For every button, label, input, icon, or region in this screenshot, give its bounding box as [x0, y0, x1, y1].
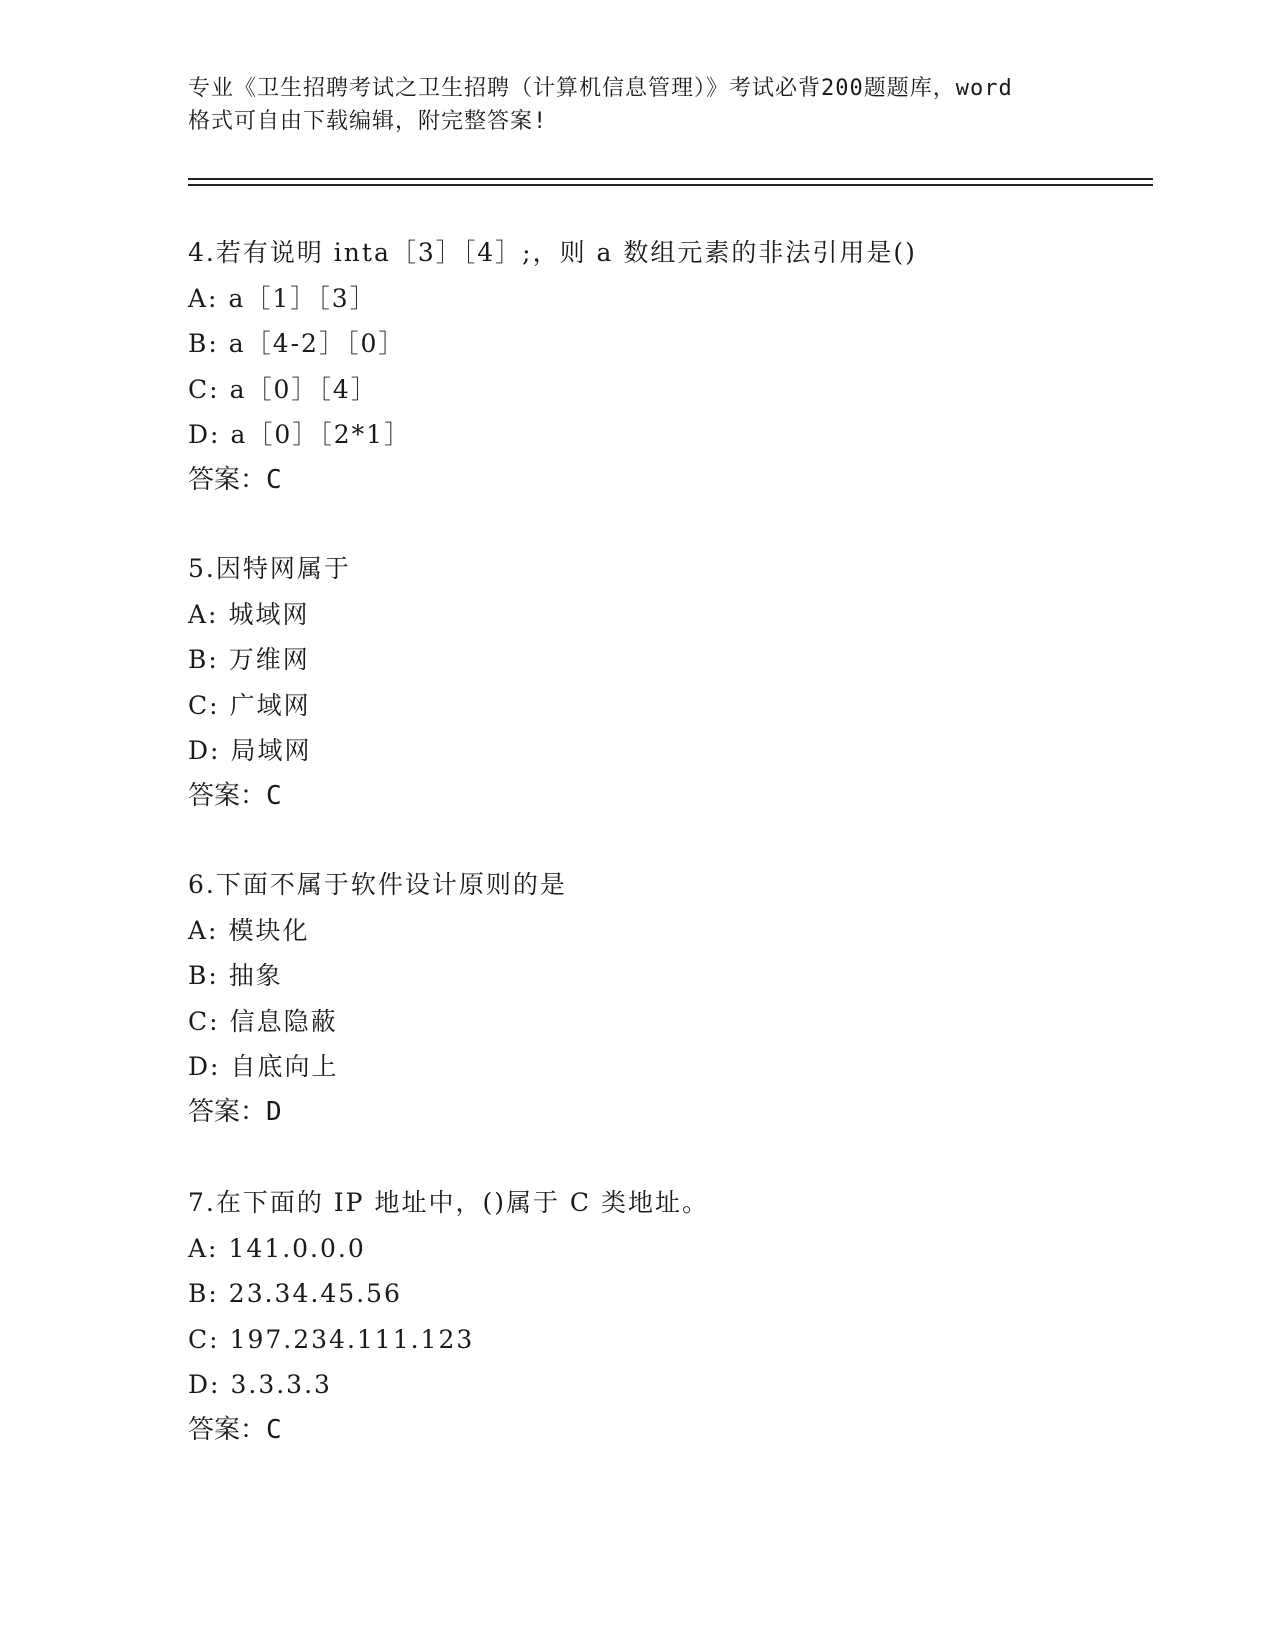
- question-stem: 5.因特网属于: [188, 554, 351, 583]
- answer-line: 答案：C: [188, 464, 282, 495]
- option-label: A:: [188, 283, 219, 313]
- option-a: [188, 908, 1148, 954]
- option-text: a［1］［3］: [228, 283, 377, 313]
- option-label: B:: [188, 961, 219, 990]
- header-line-1: 专业《卫生招聘考试之卫生招聘（计算机信息管理）》考试必背200题题库，word: [188, 76, 1013, 101]
- question-4: [188, 230, 1148, 503]
- option-c: [188, 683, 1148, 729]
- option-text: 局域网: [230, 736, 312, 765]
- option-text: 城域网: [228, 599, 310, 629]
- option-label: C:: [188, 1324, 220, 1354]
- question-stem: 7.在下面的 IP 地址中，()属于 C 类地址。: [188, 1188, 709, 1217]
- option-text: 3.3.3.3: [230, 1370, 332, 1399]
- option-c: [188, 999, 1148, 1045]
- option-a: [188, 592, 1148, 638]
- option-b: [188, 953, 1148, 999]
- option-text: 抽象: [228, 961, 283, 990]
- option-label: C:: [188, 374, 220, 404]
- option-text: a［0］［4］: [229, 374, 378, 404]
- option-label: C:: [188, 1006, 220, 1036]
- header-divider-bottom: [188, 184, 1153, 186]
- option-a: [188, 276, 1148, 322]
- option-label: D:: [188, 1052, 221, 1081]
- option-d: [188, 728, 1148, 774]
- option-label: A:: [188, 915, 219, 945]
- option-text: 信息隐蔽: [229, 1006, 338, 1036]
- option-text: 197.234.111.123: [229, 1324, 475, 1354]
- option-b: [188, 637, 1148, 683]
- answer-line: 答案：C: [188, 780, 282, 811]
- option-label: B:: [188, 329, 219, 358]
- question-7: [188, 1180, 1148, 1453]
- question-6: [188, 862, 1148, 1135]
- option-b: [188, 1271, 1148, 1317]
- option-text: 141.0.0.0: [228, 1233, 366, 1263]
- option-label: A:: [188, 1233, 219, 1263]
- option-d: [188, 412, 1148, 458]
- document-header: [188, 72, 1088, 138]
- answer-line: 答案：D: [188, 1096, 282, 1127]
- option-label: D:: [188, 1370, 221, 1399]
- option-text: 23.34.45.56: [228, 1279, 402, 1308]
- question-stem: 4.若有说明 inta［3］［4］;，则 a 数组元素的非法引用是(): [188, 238, 917, 267]
- option-text: a［4-2］［0］: [228, 329, 406, 358]
- header-divider-top: [188, 178, 1153, 180]
- option-label: B:: [188, 645, 219, 674]
- option-text: 广域网: [229, 690, 311, 720]
- option-text: 模块化: [228, 915, 310, 945]
- option-label: A:: [188, 599, 219, 629]
- option-c: [188, 367, 1148, 413]
- question-stem: 6.下面不属于软件设计原则的是: [188, 870, 567, 899]
- option-label: D:: [188, 736, 221, 765]
- question-5: [188, 546, 1148, 819]
- header-line-2: 格式可自由下载编辑，附完整答案!: [188, 109, 548, 134]
- option-text: 万维网: [228, 645, 310, 674]
- option-label: D:: [188, 420, 221, 449]
- option-d: [188, 1044, 1148, 1090]
- answer-line: 答案：C: [188, 1414, 282, 1445]
- option-text: 自底向上: [230, 1052, 339, 1081]
- option-d: [188, 1362, 1148, 1408]
- option-label: B:: [188, 1279, 219, 1308]
- option-text: a［0］［2*1］: [230, 420, 412, 449]
- option-b: [188, 321, 1148, 367]
- option-label: C:: [188, 690, 220, 720]
- option-a: [188, 1226, 1148, 1272]
- option-c: [188, 1317, 1148, 1363]
